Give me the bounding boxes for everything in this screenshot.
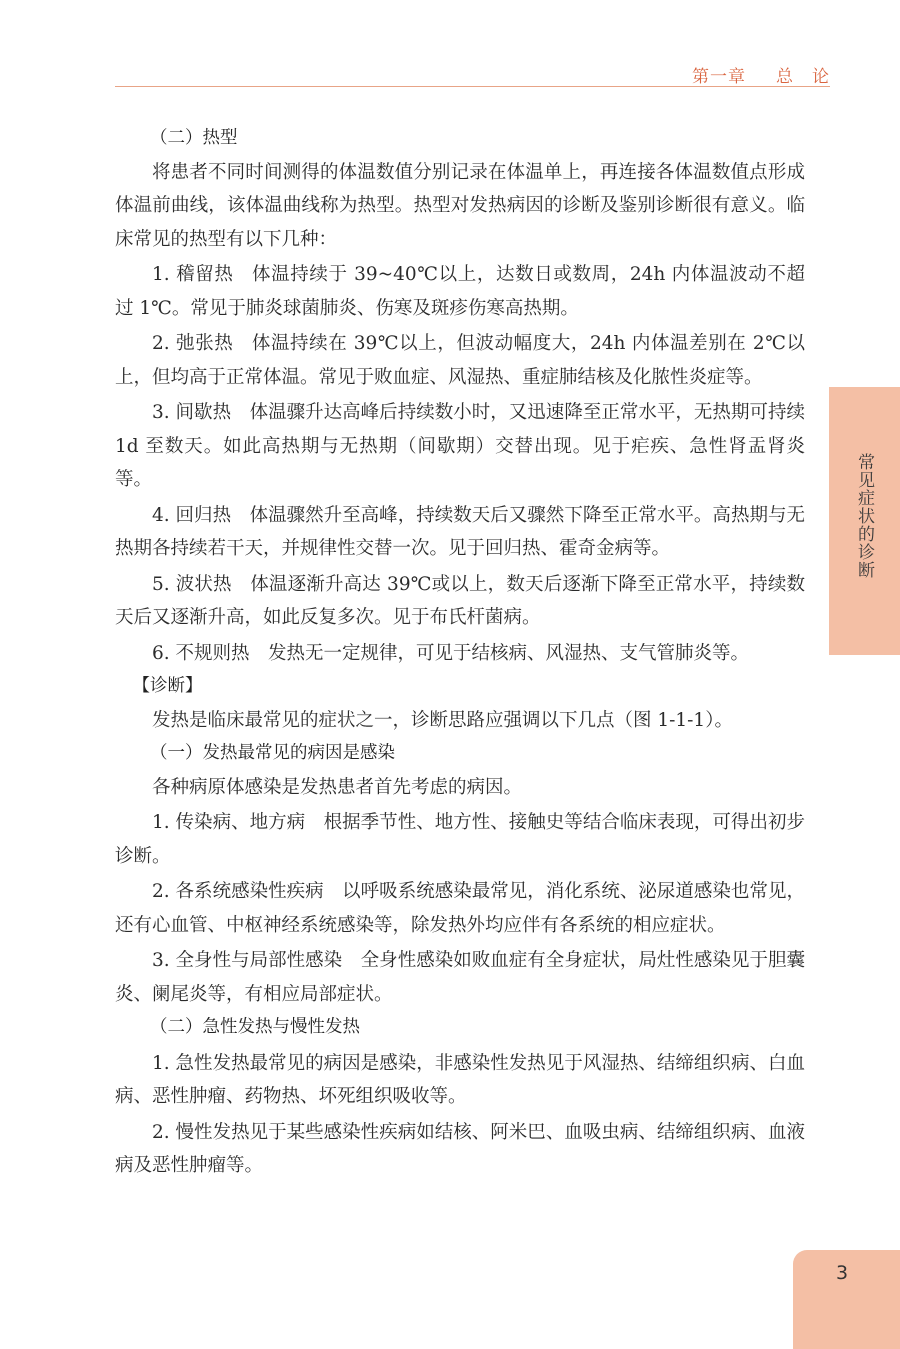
running-header (115, 62, 830, 87)
term-label: 2. 各系统感染性疾病 (152, 881, 324, 902)
paragraph-infection-1 (115, 806, 805, 873)
term-label: 3. 全身性与局部性感染 (152, 950, 343, 971)
term-description: 体温持续于 39~40℃以上，达数日或数周，24h 内体温波动不超过 1℃。常见于肺炎球菌肺炎、伤寒及斑疹伤寒高热期。 (115, 264, 805, 319)
term-description: 发热无一定规律，可见于结核病、风湿热、支气管肺炎等。 (268, 642, 750, 664)
paragraph-fever-type-2 (115, 327, 805, 394)
term-label: 3. 间歇热 (152, 402, 232, 423)
paragraph-fever-type-3 (115, 396, 805, 497)
header-title: 总 论 (776, 67, 830, 87)
paragraph-infection-2 (115, 875, 805, 942)
page-body (115, 122, 805, 1183)
term-label: 6. 不规则热 (152, 642, 250, 664)
paragraph-acute-fever: 1. 急性发热最常见的病因是感染，非感染性发热见于风湿热、结缔组织病、白血病、恶性肿瘤、药物热、坏死组织吸收等。 (115, 1052, 805, 1107)
term-label: 1. 传染病、地方病 (152, 812, 306, 833)
term-label: 1. 稽留热 (152, 264, 234, 285)
term-description: 根据季节性、地方性、接触史等结合临床表现，可得出初步诊断。 (115, 812, 805, 867)
paragraph-fever-types-intro: 将患者不同时间测得的体温数值分别记录在体温单上，再连接各体温数值点形成体温前曲线，该体温曲线称为热型。热型对发热病因的诊断及鉴别诊断很有意义。临床常见的热型有以下几种： (115, 161, 805, 250)
page-number-tab (793, 1250, 900, 1349)
section-heading-fever-types: （二）热型 (150, 128, 238, 148)
paragraph-infection-intro: 各种病原体感染是发热患者首先考虑的病因。 (152, 776, 523, 798)
term-description: 体温骤然升至高峰，持续数天后又骤然下降至正常水平。高热期与无热期各持续若干天，并规律性交替一次。见于回归热、霍奇金病等。 (115, 504, 805, 559)
paragraph-fever-type-6 (115, 637, 805, 671)
term-description: 体温逐渐升高达 39℃或以上，数天后逐渐下降至正常水平，持续数天后又逐渐升高，如此反复多次。见于布氏杆菌病。 (115, 573, 805, 628)
paragraph-fever-type-4 (115, 499, 805, 566)
term-label: 2. 弛张热 (152, 333, 234, 354)
term-description: 体温持续在 39℃以上，但波动幅度大，24h 内体温差别在 2℃以上，但均高于正常体温。常见于败血症、风湿热、重症肺结核及化脓性炎症等。 (115, 333, 805, 388)
paragraph-fever-type-1 (115, 258, 805, 325)
header-chapter: 第一章 (692, 67, 746, 87)
paragraph-diagnosis-intro: 发热是临床最常见的症状之一，诊断思路应强调以下几点（图 1-1-1）。 (152, 709, 733, 731)
page-number: 3 (836, 1262, 849, 1284)
section-heading-acute-chronic: （二）急性发热与慢性发热 (150, 1017, 360, 1037)
term-label: 5. 波状热 (152, 573, 232, 595)
section-heading-diagnosis: 【诊断】 (132, 676, 203, 696)
section-heading-infection: （一）发热最常见的病因是感染 (150, 743, 395, 763)
side-tab (829, 387, 900, 655)
paragraph-fever-type-5 (115, 568, 805, 635)
header-text (692, 62, 830, 87)
paragraph-chronic-fever: 2. 慢性发热见于某些感染性疾病如结核、阿米巴、血吸虫病、结缔组织病、血液病及恶性肿瘤等。 (115, 1121, 805, 1176)
term-label: 4. 回归热 (152, 504, 232, 526)
term-description: 全身性感染如败血症有全身症状，局灶性感染见于胆囊炎、阑尾炎等，有相应局部症状。 (115, 950, 805, 1005)
term-description: 以呼吸系统感染最常见，消化系统、泌尿道感染也常见，还有心血管、中枢神经系统感染等，除发热外均应伴有各系统的相应症状。 (115, 881, 805, 936)
term-description: 体温骤升达高峰后持续数小时，又迅速降至正常水平，无热期可持续 1d 至数天。如此高热期与无热期（间歇期）交替出现。见于疟疾、急性肾盂肾炎等。 (115, 402, 805, 490)
side-tab-label: 常见症状的诊断 (854, 453, 874, 579)
paragraph-infection-3 (115, 944, 805, 1011)
